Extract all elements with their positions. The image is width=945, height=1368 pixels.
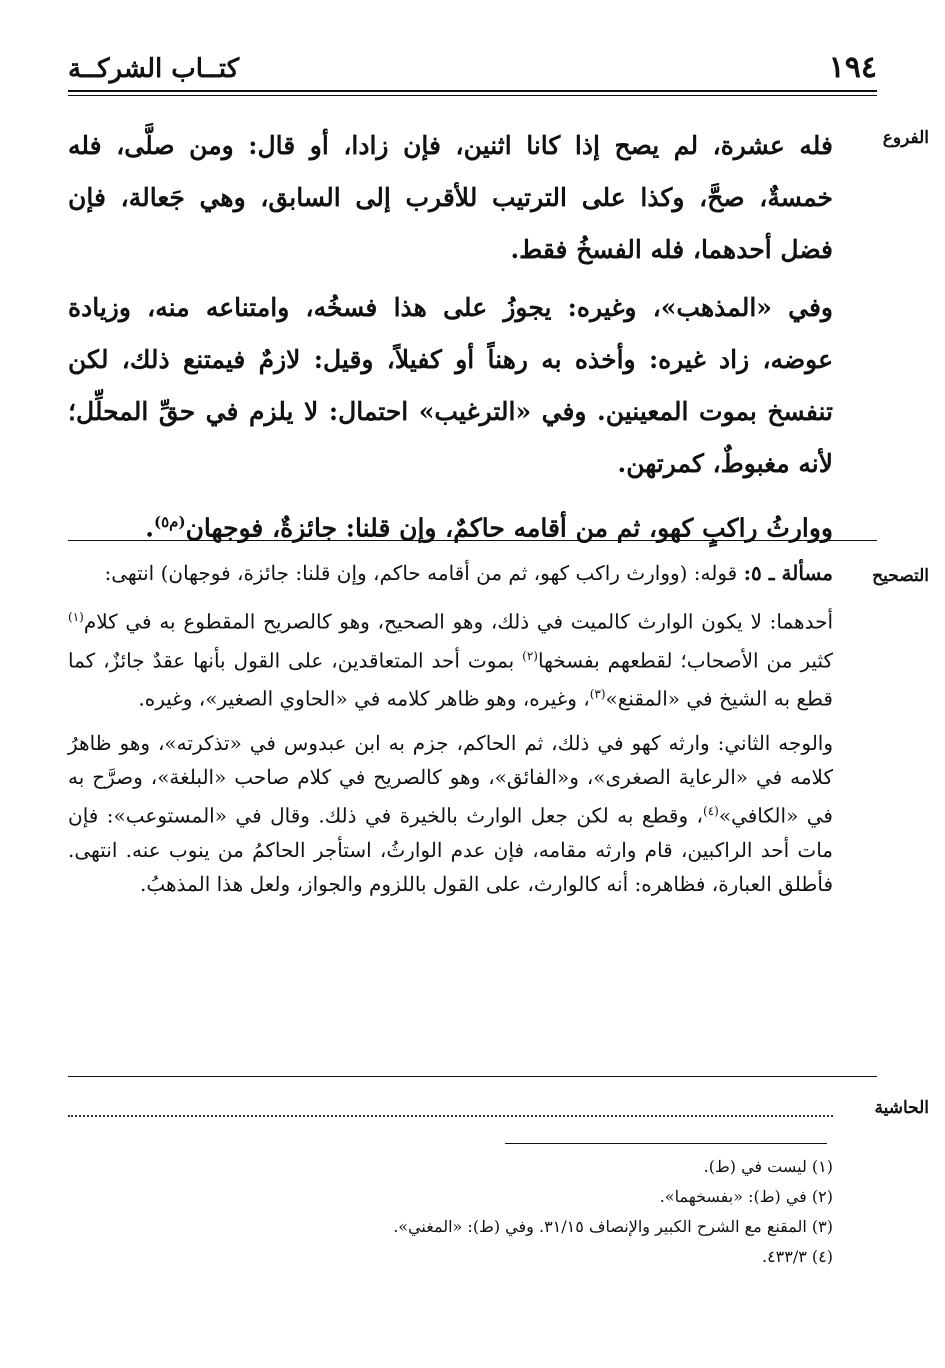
footnotes <box>300 1152 833 1272</box>
page-header <box>68 48 877 88</box>
section-divider <box>68 540 877 541</box>
tashih-text <box>68 556 833 911</box>
tashih-text-run: كثير من الأصحاب؛ لقطعهم بفسخها <box>537 648 834 673</box>
footnote-ref: (٤) <box>703 803 719 818</box>
tashih-paragraph <box>68 600 833 716</box>
header-rule-thin <box>68 95 877 96</box>
tashih-paragraph <box>68 726 833 901</box>
tashih-section-label: التصحيح <box>872 566 929 586</box>
footnote: (٣) المقنع مع الشرح الكبير والإنصاف ٣١/١٥. وفي (ط): «المغني». <box>393 1217 833 1236</box>
header-rule-thick <box>68 90 877 92</box>
main-text <box>68 120 833 560</box>
main-paragraph <box>68 496 833 554</box>
tashih-text-run: ، وقطع به لكن جعل الوارث بالخيرة في ذلك. وقال في «المستوعب»: فإن مات أحد الراكبين، قام وارثه مقامه، فإن عدم الوارثُ، استأجر الحاكمُ من ينوب عنه. انتهى. فأطلق العبارة، فظاهره: أنه كالوارث، على القول باللزوم والجواز، ولعل هذا المذهبُ. <box>68 803 833 896</box>
main-paragraph: وفي «المذهب»، وغيره: يجوزُ على هذا فسخُه، وامتناعه منه، وزيادة عوضه، زاد غيره: وأخذه به رهناً أو كفيلاً، وقيل: لازمٌ فيمتنع ذلك، لكن تنفسخ بموت المعينين. وفي «الترغيب» احتمال: لا يلزم في حقِّ المحلِّل؛ لأنه مغبوطٌ، كمرتهن. <box>68 293 833 478</box>
main-paragraph-end: . <box>145 513 154 543</box>
footnote-ref: (١) <box>68 610 84 624</box>
masala-label: مسألة ـ ٥: <box>743 561 833 585</box>
footnote-rule <box>505 1143 827 1144</box>
section-divider <box>68 1076 877 1077</box>
footnote-ref: (٢) <box>522 648 538 663</box>
hashiya-section-label: الحاشية <box>874 1098 929 1118</box>
tashih-text-run: ، وغيره، وهو ظاهر كلامه في «الحاوي الصغير»، وغيره. <box>138 686 590 711</box>
page-number: ١٩٤ <box>828 50 877 85</box>
tashih-text-run: بموت أحد المتعاقدين، على القول بأنها عقدٌ جائزٌ، كما قطع به الشيخ في «المقنع» <box>68 648 833 711</box>
tashih-paragraph <box>68 556 833 590</box>
footnote-ref: (٣) <box>589 687 606 702</box>
main-paragraph-text: ووارثُ راكبٍ كهو، ثم من أقامه حاكمٌ، وإن قلنا: جائزةٌ، فوجهان <box>185 513 833 543</box>
footnote: (١) ليست في (ط). <box>703 1157 833 1176</box>
hashiya-dotted-line <box>68 1115 833 1117</box>
main-paragraph: فله عشرة، لم يصح إذا كانا اثنين، فإن زادا، أو قال: ومن صلَّى، فله خمسةٌ، صحَّ، وكذا على الترتيب للأقرب إلى السابق، وهي جَعالة، فإن فضل أحدهما، فله الفسخُ فقط. <box>68 131 833 264</box>
furu-section-label: الفروع <box>882 128 929 148</box>
tashih-paragraph-text: قوله: (ووارث راكب كهو، ثم من أقامه حاكم، وإن قلنا: جائزة، فوجهان) انتهى: <box>104 561 738 585</box>
note-marker: (م٥) <box>154 513 186 531</box>
tashih-text-run: والوجه الثاني: وارثه كهو في ذلك، ثم الحاكم، جزم به ابن عبدوس في «تذكرته»، وهو ظاهرُ كلامه في «الرعاية الصغرى»، و«الفائق»، وهو كالصريح في كلام صاحب «البلغة»، وصرَّح به في «الكافي» <box>68 730 833 828</box>
footnote: (٢) في (ط): «بفسخهما». <box>659 1187 833 1206</box>
footnote: (٤) ٤٣٣/٣. <box>761 1247 833 1266</box>
tashih-text-run: أحدهما: لا يكون الوارث كالميت في ذلك، وهو الصحيح، وهو كالصريح المقطوع به في كلام <box>83 609 833 634</box>
running-title: كتــاب الشركــة <box>68 54 240 84</box>
